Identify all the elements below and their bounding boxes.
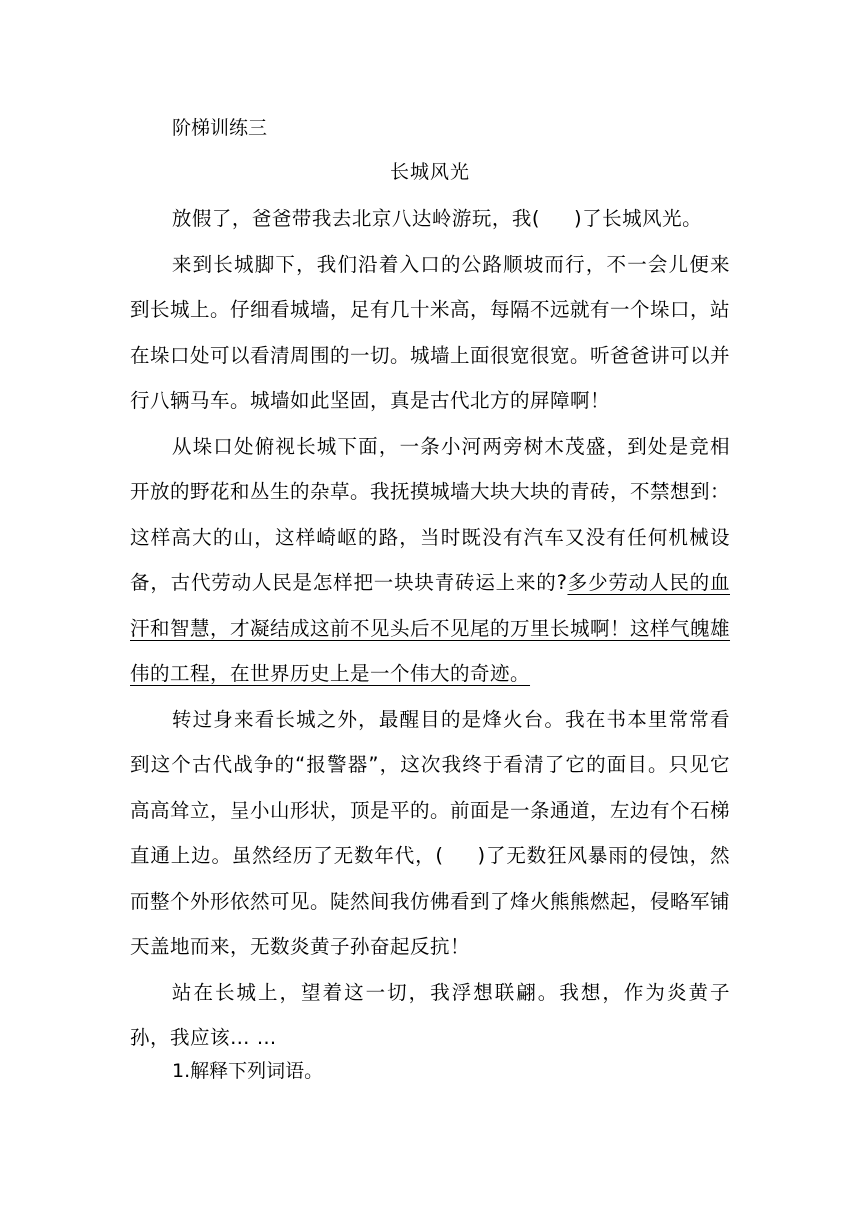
underlined-sentence: 多少劳动人民的血汗和智慧，才凝结成这前不见头后不见尾的万里长城啊！这样气魄雄伟的工程，在世界历史上是一个伟大的奇迹。 [130,571,731,685]
paragraph-1 [130,196,730,242]
paragraph-1-text-before-blank: 放假了，爸爸带我去北京八达岭游玩，我( [171,207,541,230]
paragraph-3 [130,424,730,697]
question-1: 1.解释下列词语。 [172,1060,324,1082]
paragraph-1-text-after-blank: )了长城风光。 [574,207,703,230]
paragraph-3-text: 从垛口处俯视长城下面，一条小河两旁树木茂盛，到处是竞相开放的野花和丛生的杂草。我抚摸城墙大块大块的青砖，不禁想到：这样高大的山，这样崎岖的路，当时既没有汽车又没有任何机械设备，古代劳动人民是怎样把一块块青砖运上来的? [130,434,731,594]
article-title: 长城风光 [389,161,470,183]
article-body [130,196,730,1061]
paragraph-2: 来到长城脚下，我们沿着入口的公路顺坡而行，不一会儿便来到长城上。仔细看城墙，足有几十米高，每隔不远就有一个垛口，站在垛口处可以看清周围的一切。城墙上面很宽很宽。听爸爸讲可以并行八辆马车。城墙如此坚固，真是古代北方的屏障啊！ [130,252,731,412]
paragraph-5: 站在长城上，望着这一切，我浮想联翩。我想，作为炎黄子孙，我应该… … [130,980,730,1049]
paragraph-4 [130,697,730,970]
paragraph-4-text-after-blank: )了无数狂风暴雨的侵蚀，然而整个外形依然可见。陡然间我仿佛看到了烽火熊熊燃起，侵略军铺天盖地而来，无数炎黄子孙奋起反抗！ [130,844,731,958]
paragraph-4-text-before-blank: 转过身来看长城之外，最醒目的是烽火台。我在书本里常常看到这个古代战争的“报警器”，这次我终于看清了它的面目。只见它高高耸立，呈小山形状，顶是平的。前面是一条通道，左边有个石梯直通上边。虽然经历了无数年代，( [130,707,731,867]
section-label: 阶梯训练三 [172,117,268,139]
